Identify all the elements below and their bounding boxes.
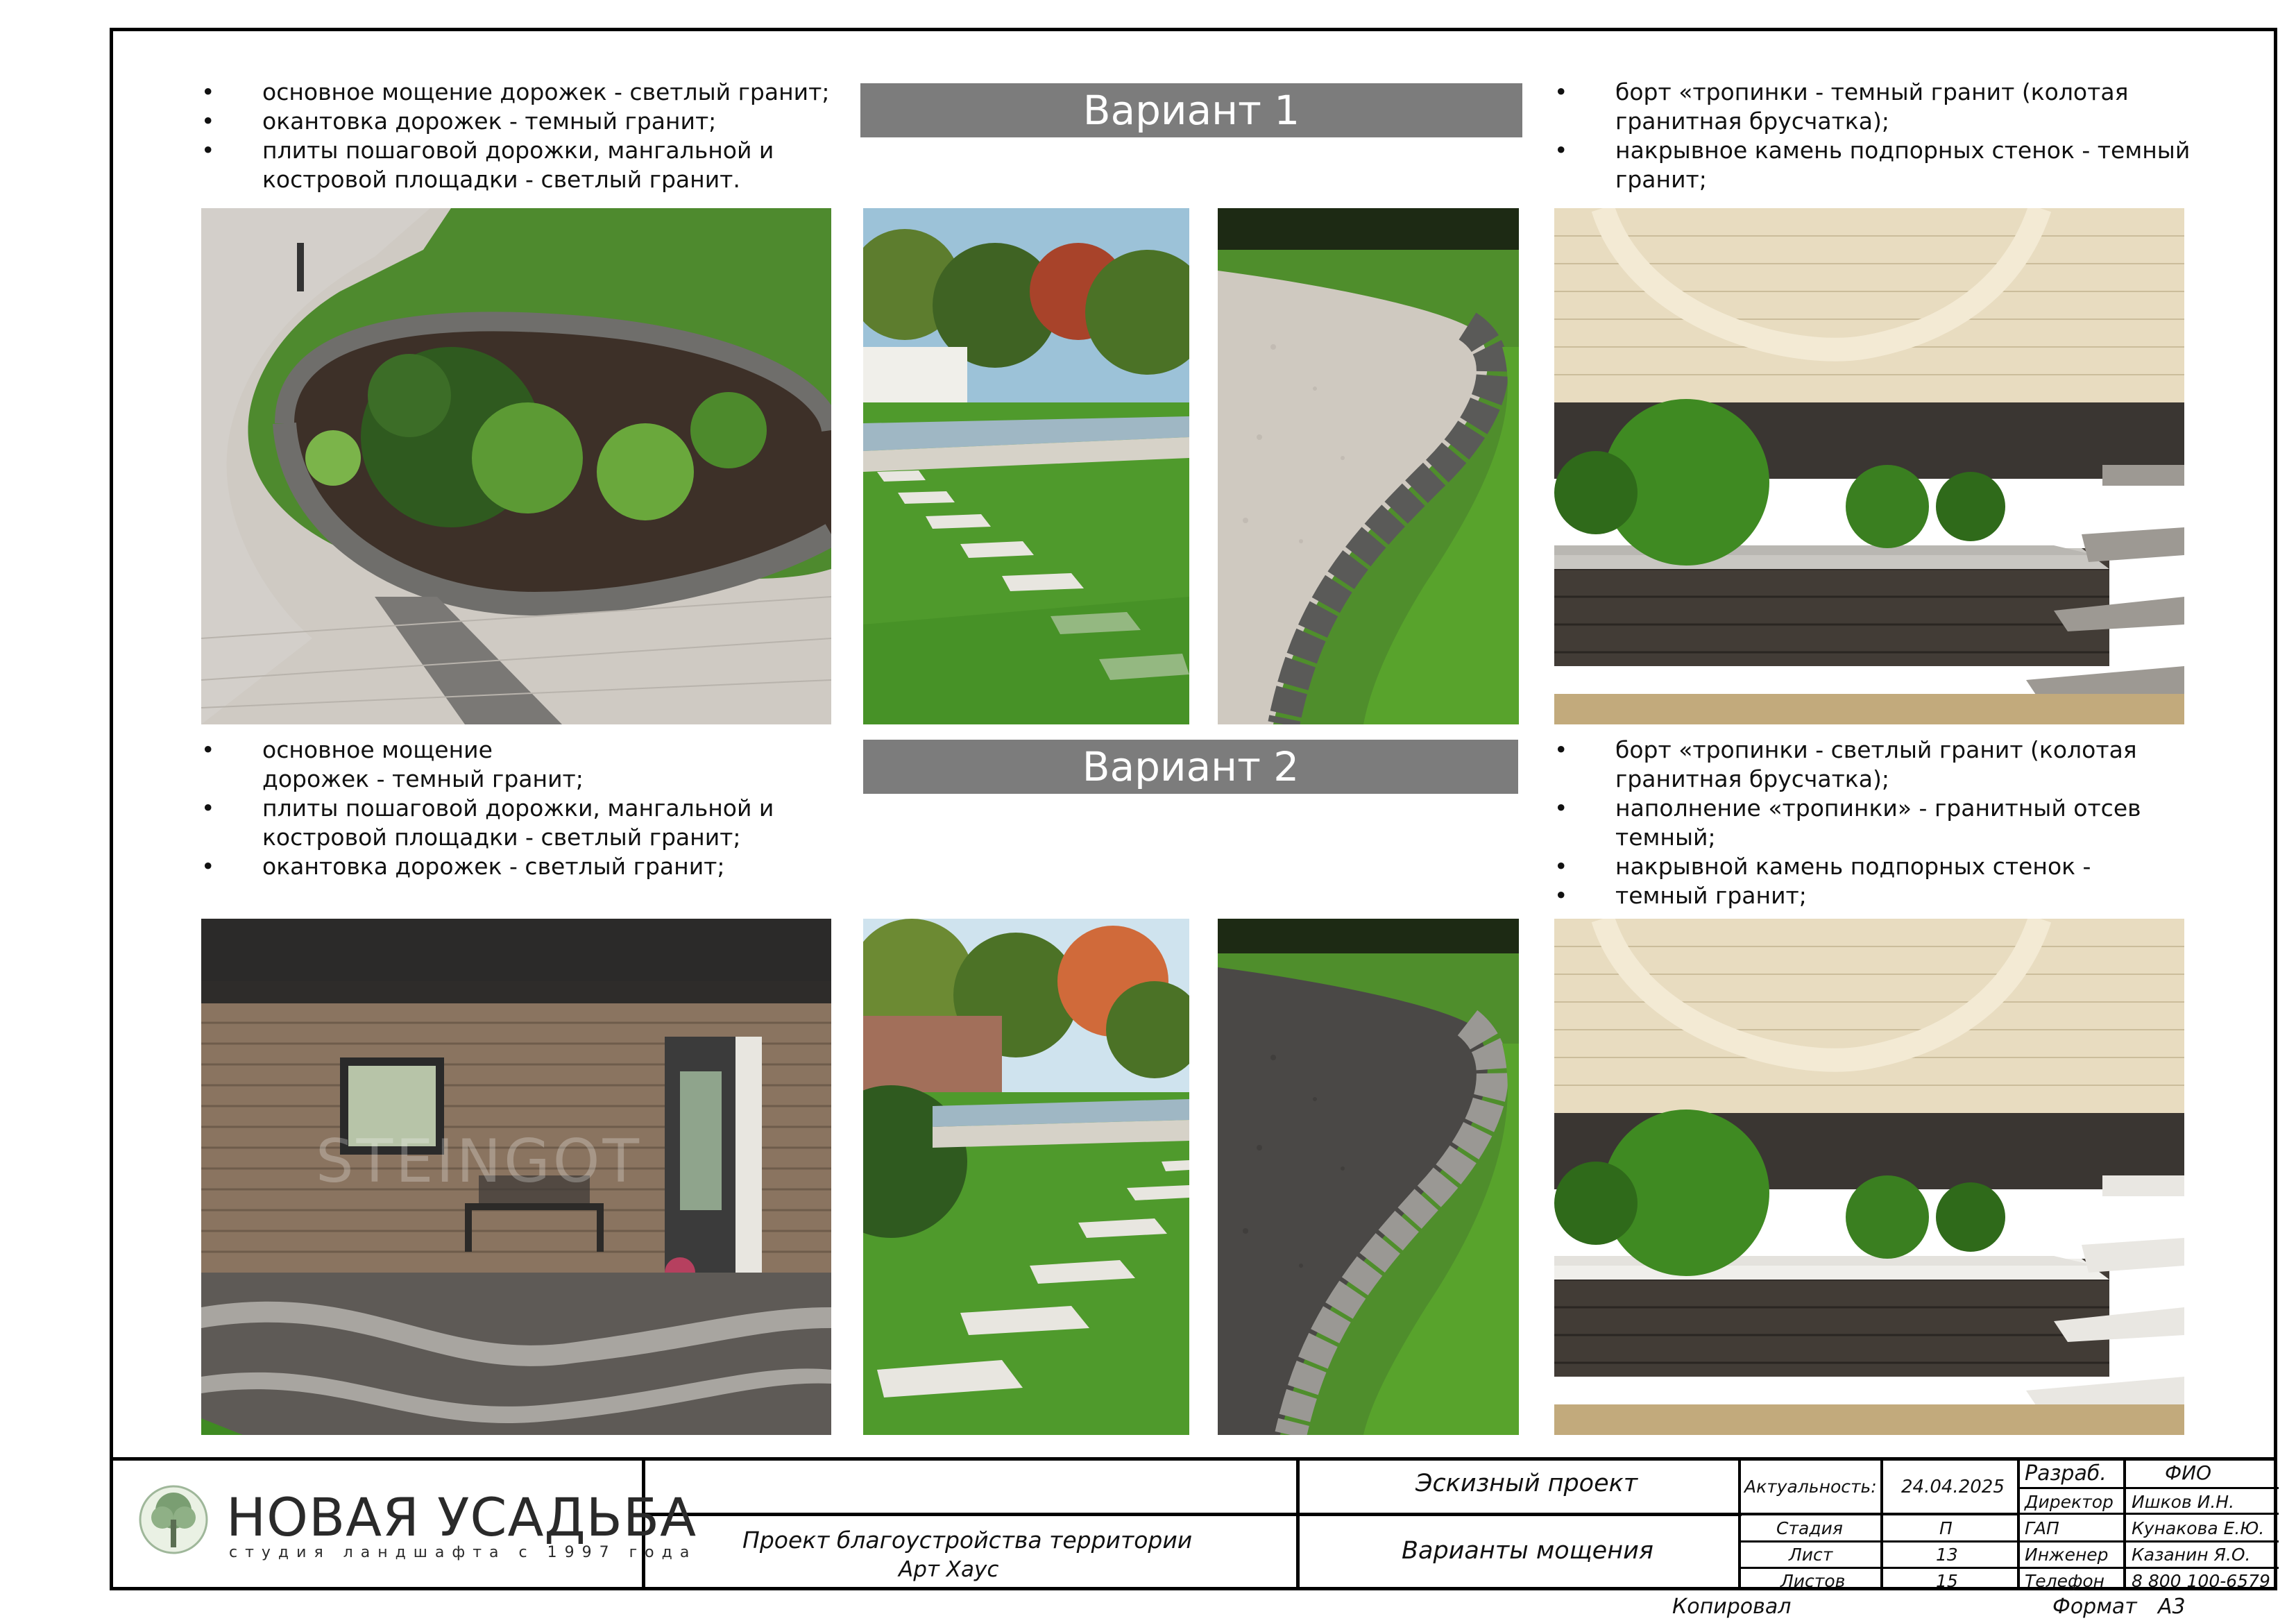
note-line: • накрывной камень подпорных стенок - bbox=[1554, 852, 2248, 881]
logo-tagline: студия ландшафта с 1997 года bbox=[229, 1544, 697, 1561]
photo-dark-gravel-light-border bbox=[1218, 919, 1519, 1435]
stage-value: П bbox=[1939, 1518, 1953, 1538]
note-line: • накрывное камень подпорных стенок - темный bbox=[1554, 136, 2248, 165]
sheet-value: 13 bbox=[1936, 1545, 1958, 1565]
sheet-name: Варианты мощения bbox=[1402, 1537, 1653, 1565]
role-engineer: Инженер bbox=[2025, 1545, 2109, 1565]
variant2-left-notes bbox=[201, 736, 867, 881]
note-line: • окантовка дорожек - светлый гранит; bbox=[201, 852, 867, 881]
logo-tree-icon bbox=[139, 1481, 208, 1558]
role-director: Директор bbox=[2025, 1492, 2114, 1512]
role-gap: ГАП bbox=[2025, 1518, 2059, 1538]
relevance-label: Актуальность: bbox=[1744, 1477, 1877, 1497]
photo-stepping-stones-variant2 bbox=[863, 919, 1189, 1435]
note-line: • темный гранит; bbox=[1554, 881, 2248, 910]
phone-number: 8 800 100-6579 bbox=[2132, 1571, 2270, 1591]
note-line: дорожек - темный гранит; bbox=[262, 765, 584, 792]
photo-porch-bench-paving bbox=[201, 919, 831, 1435]
note-line: • основное мощение bbox=[201, 736, 867, 765]
role-fio-header: ФИО bbox=[2165, 1461, 2212, 1484]
sheet-label: Лист bbox=[1789, 1545, 1833, 1565]
note-line: • наполнение «тропинки» - гранитный отсев bbox=[1554, 794, 2248, 823]
variant1-right-notes bbox=[1554, 78, 2248, 194]
role-developer: Разраб. bbox=[2025, 1461, 2107, 1486]
variant2-banner: Вариант 2 bbox=[863, 740, 1518, 794]
note-line: гранитная брусчатка); bbox=[1615, 765, 1889, 792]
note-line: костровой площадки - светлый гранит; bbox=[262, 824, 741, 851]
variant1-banner: Вариант 1 bbox=[860, 83, 1522, 137]
role-phone: Телефон bbox=[2025, 1571, 2105, 1591]
note-line: • борт «тропинки - темный гранит (колотая bbox=[1554, 78, 2248, 107]
sheets-value: 15 bbox=[1936, 1571, 1958, 1591]
stage-name: Эскизный проект bbox=[1415, 1470, 1638, 1497]
note-line: • борт «тропинки - светлый гранит (колотая bbox=[1554, 736, 2248, 765]
photo-gravel-path-dark-border bbox=[1218, 208, 1519, 724]
name-gap: Кунакова Е.Ю. bbox=[2132, 1518, 2265, 1538]
note-line: гранитная брусчатка); bbox=[1615, 108, 1889, 135]
note-line: гранит; bbox=[1615, 166, 1707, 193]
note-line: • плиты пошаговой дорожки, мангальной и bbox=[201, 136, 867, 165]
variant1-left-notes bbox=[201, 78, 867, 194]
variant2-right-notes bbox=[1554, 736, 2248, 910]
copied-label: Копировал bbox=[1672, 1595, 1792, 1619]
photo-paved-path-flowerbed bbox=[201, 208, 831, 724]
project-subtitle: Арт Хаус bbox=[899, 1557, 999, 1582]
sheets-label: Листов bbox=[1780, 1571, 1846, 1591]
photo-retaining-wall-variant1 bbox=[1554, 208, 2184, 724]
name-director: Ишков И.Н. bbox=[2132, 1492, 2235, 1512]
format-value: А3 bbox=[2158, 1595, 2186, 1619]
project-title: Проект благоустройства территории bbox=[742, 1527, 1193, 1554]
stage-label: Стадия bbox=[1776, 1518, 1843, 1538]
note-line: костровой площадки - светлый гранит. bbox=[262, 166, 740, 193]
photo-retaining-wall-variant2 bbox=[1554, 919, 2184, 1435]
name-engineer: Казанин Я.О. bbox=[2132, 1545, 2251, 1565]
note-line: темный; bbox=[1615, 824, 1716, 851]
photo-stepping-stones-lawn bbox=[863, 208, 1189, 724]
format-label: Формат bbox=[2052, 1595, 2137, 1619]
note-line: • плиты пошаговой дорожки, мангальной и bbox=[201, 794, 867, 823]
watermark-text: STEINGOT bbox=[316, 1127, 643, 1196]
note-line: • окантовка дорожек - темный гранит; bbox=[201, 107, 867, 136]
note-line: • основное мощение дорожек - светлый гранит; bbox=[201, 78, 867, 107]
logo-name: НОВАЯ УСАДЬБА bbox=[226, 1486, 697, 1548]
relevance-date: 24.04.2025 bbox=[1901, 1477, 2005, 1497]
